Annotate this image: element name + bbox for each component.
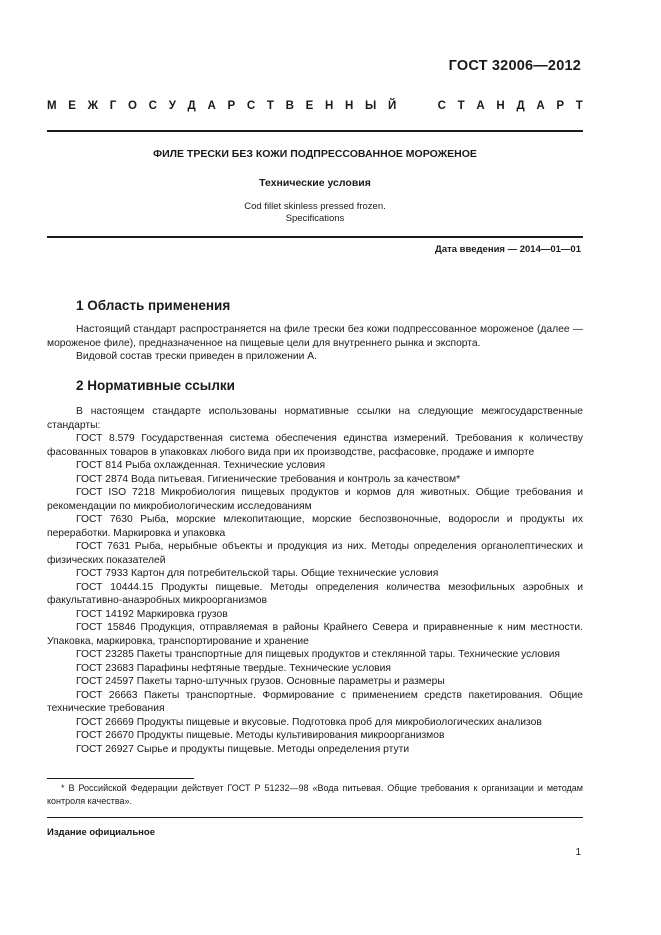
- banner-letter: А: [476, 100, 485, 112]
- reference-item: ГОСТ 24597 Пакеты тарно-штучных грузов. Основные параметры и размеры: [76, 676, 445, 687]
- paragraph: В настоящем стандарте использованы нормативные ссылки на следующие межгосударственные стандарты:: [47, 406, 583, 431]
- banner-letter: Н: [496, 100, 505, 112]
- reference-item: ГОСТ 814 Рыба охлажденная. Технические условия: [76, 460, 326, 471]
- reference-item: ГОСТ 8.579 Государственная система обеспечения единства измерений. Требования к количеству фасованных товаров в упаковках любого вида при их производстве, расфасовке, продаже и импорте: [47, 433, 583, 458]
- section-body: [47, 323, 583, 364]
- document-subtitle: Технические условия: [259, 177, 371, 189]
- references-list: [47, 405, 583, 756]
- reference-item: ГОСТ 7933 Картон для потребительской тары. Общие технические условия: [76, 568, 439, 579]
- banner-letter: Е: [305, 100, 314, 112]
- banner-letter: Д: [516, 100, 525, 112]
- banner-letter: Ы: [365, 100, 377, 112]
- banner-letter: Н: [324, 100, 334, 112]
- reference-item: ГОСТ 23285 Пакеты транспортные для пищевых продуктов и стеклянной тары. Технические условия: [76, 649, 560, 660]
- banner-letter: В: [285, 100, 294, 112]
- section-heading: 1 Область применения: [76, 298, 231, 313]
- banner-letter: Д: [187, 100, 196, 112]
- banner-letter: Р: [227, 100, 236, 112]
- banner-letter: Т: [266, 100, 274, 112]
- footnote: [47, 782, 583, 808]
- reference-item: ГОСТ ISO 7218 Микробиология пищевых продуктов и кормов для животных. Общие требования и рекомендации по микробиологическим исследованиям: [47, 487, 583, 512]
- reference-item: ГОСТ 14192 Маркировка грузов: [76, 608, 228, 620]
- banner-letter: С: [148, 100, 157, 112]
- page-number: 1: [575, 847, 581, 858]
- banner-letter: Г: [109, 100, 117, 112]
- banner-word-gap: [408, 100, 426, 112]
- footnote-rule: [47, 778, 194, 779]
- banner-letter: А: [536, 100, 545, 112]
- title-rule: [47, 236, 583, 238]
- reference-item: ГОСТ 26663 Пакеты транспортные. Формирование с применением средств пакетирования. Общие технические требования: [47, 689, 583, 714]
- reference-item: ГОСТ 15846 Продукция, отправляемая в районы Крайнего Севера и приравненные к ним местности. Упаковка, маркировка, транспортирование и хранение: [47, 622, 583, 647]
- section-heading: 2 Нормативные ссылки: [76, 378, 235, 393]
- reference-item: ГОСТ 2874 Вода питьевая. Гигиенические требования и контроль за качеством*: [76, 473, 461, 485]
- banner-letter: Т: [457, 100, 465, 112]
- reference-item: ГОСТ 26670 Продукты пищевые. Методы культивирования микроорганизмов: [76, 730, 445, 741]
- banner-letter: А: [207, 100, 216, 112]
- reference-item: ГОСТ 26669 Продукты пищевые и вкусовые. Подготовка проб для микробиологических анализов: [76, 716, 542, 728]
- banner-letter: С: [437, 100, 446, 112]
- reference-item: ГОСТ 23683 Парафины нефтяные твердые. Технические условия: [76, 662, 391, 674]
- reference-item: ГОСТ 26927 Сырье и продукты пищевые. Методы определения ртути: [76, 743, 410, 755]
- banner-letter: Н: [345, 100, 354, 112]
- reference-item: ГОСТ 10444.15 Продукты пищевые. Методы определения количества мезофильных аэробных и факультативно-анаэробных микроорганизмов: [47, 581, 583, 606]
- banner-letter: Т: [575, 100, 583, 112]
- footnote-text: * В Российской Федерации действует ГОСТ Р 51232—98 «Вода питьевая. Общие требования к организации и методам контроля качества».: [47, 783, 583, 806]
- paragraph: Видовой состав трески приведен в приложении А.: [76, 351, 317, 362]
- english-subtitle: Specifications: [285, 213, 345, 224]
- banner-letter: Р: [556, 100, 565, 112]
- official-edition-label: Издание официальное: [47, 827, 155, 838]
- paragraph: Настоящий стандарт распространяется на филе трески без кожи подпрессованное мороженое (далее — мороженое филе), предназначенное на пищевые цели для внутреннего рынка и экспорта.: [47, 324, 583, 349]
- banner-letter: М: [47, 100, 57, 112]
- interstate-standard-banner: [47, 100, 583, 112]
- banner-letter: С: [246, 100, 256, 112]
- banner-letter: Й: [387, 100, 397, 112]
- english-title: Cod fillet skinless pressed frozen.: [244, 201, 386, 212]
- reference-item: ГОСТ 7630 Рыба, морские млекопитающие, морские беспозвоночные, водоросли и продукты их переработки. Маркировка и упаковка: [47, 514, 583, 539]
- document-title: ФИЛЕ ТРЕСКИ БЕЗ КОЖИ ПОДПРЕССОВАННОЕ МОРОЖЕНОЕ: [153, 148, 477, 160]
- reference-item: ГОСТ 7631 Рыба, нерыбные объекты и продукция из них. Методы определения органолептических и физических показателей: [47, 541, 583, 566]
- header-rule: [47, 130, 583, 132]
- banner-letter: Е: [68, 100, 76, 112]
- footer-rule: [47, 817, 583, 818]
- introduction-date: Дата введения — 2014—01—01: [435, 244, 581, 255]
- standard-code: ГОСТ 32006—2012: [448, 58, 581, 74]
- banner-letter: Ж: [87, 100, 99, 112]
- banner-letter: У: [168, 100, 176, 112]
- banner-letter: О: [128, 100, 137, 112]
